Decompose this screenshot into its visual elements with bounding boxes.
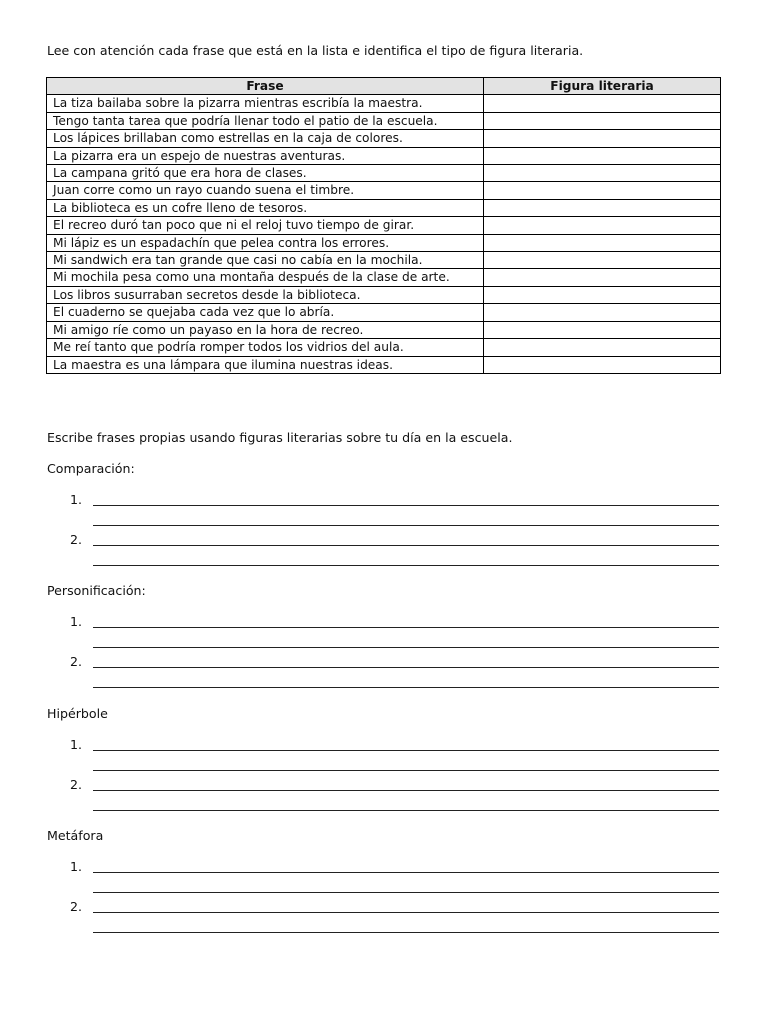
- figura-answer-cell[interactable]: [484, 130, 721, 147]
- answer-rule[interactable]: [93, 892, 719, 893]
- answer-line-item[interactable]: [0, 532, 768, 552]
- answer-line-continuation[interactable]: [0, 512, 768, 532]
- phrase-cell: Juan corre como un rayo cuando suena el timbre.: [47, 182, 484, 199]
- figura-answer-cell[interactable]: [484, 252, 721, 269]
- answer-line-item[interactable]: [0, 859, 768, 879]
- figura-answer-cell[interactable]: [484, 321, 721, 338]
- header-figura-literaria: Figura literaria: [484, 78, 721, 95]
- table-row: [47, 234, 721, 251]
- answer-line-continuation[interactable]: [0, 919, 768, 939]
- item-number: 2.: [69, 654, 82, 669]
- answer-line-item[interactable]: [0, 899, 768, 919]
- answer-line-item[interactable]: [0, 737, 768, 757]
- figura-answer-cell[interactable]: [484, 199, 721, 216]
- answer-line-continuation[interactable]: [0, 797, 768, 817]
- phrase-cell: El cuaderno se quejaba cada vez que lo abría.: [47, 304, 484, 321]
- figura-answer-cell[interactable]: [484, 217, 721, 234]
- item-number: 1.: [69, 859, 82, 874]
- phrase-cell: La biblioteca es un cofre lleno de tesoros.: [47, 199, 484, 216]
- figura-answer-cell[interactable]: [484, 269, 721, 286]
- phrase-cell: Los lápices brillaban como estrellas en la caja de colores.: [47, 130, 484, 147]
- phrase-cell: El recreo duró tan poco que ni el reloj tuvo tiempo de girar.: [47, 217, 484, 234]
- answer-rule[interactable]: [93, 667, 719, 668]
- figura-answer-cell[interactable]: [484, 339, 721, 356]
- answer-rule[interactable]: [93, 545, 719, 546]
- phrase-cell: Me reí tanto que podría romper todos los vidrios del aula.: [47, 339, 484, 356]
- figura-answer-cell[interactable]: [484, 182, 721, 199]
- header-frase: Frase: [47, 78, 484, 95]
- figura-answer-cell[interactable]: [484, 147, 721, 164]
- phrases-table: [46, 77, 721, 374]
- phrase-cell: La maestra es una lámpara que ilumina nuestras ideas.: [47, 356, 484, 373]
- answer-rule[interactable]: [93, 627, 719, 628]
- answer-rule[interactable]: [93, 750, 719, 751]
- figura-answer-cell[interactable]: [484, 165, 721, 182]
- table-row: [47, 217, 721, 234]
- answer-rule[interactable]: [93, 810, 719, 811]
- figura-answer-cell[interactable]: [484, 356, 721, 373]
- section-title-metafora: Metáfora: [47, 828, 104, 843]
- table-row: [47, 112, 721, 129]
- table-row: [47, 130, 721, 147]
- figura-answer-cell[interactable]: [484, 112, 721, 129]
- table-row: [47, 182, 721, 199]
- table-row: [47, 165, 721, 182]
- answer-line-continuation[interactable]: [0, 552, 768, 572]
- table-row: [47, 252, 721, 269]
- answer-rule[interactable]: [93, 647, 719, 648]
- phrase-cell: La tiza bailaba sobre la pizarra mientras escribía la maestra.: [47, 95, 484, 112]
- phrase-cell: La campana gritó que era hora de clases.: [47, 165, 484, 182]
- answer-rule[interactable]: [93, 872, 719, 873]
- item-number: 1.: [69, 492, 82, 507]
- answer-line-item[interactable]: [0, 777, 768, 797]
- answer-line-continuation[interactable]: [0, 757, 768, 777]
- answer-rule[interactable]: [93, 565, 719, 566]
- table-row: [47, 339, 721, 356]
- phrase-cell: Mi mochila pesa como una montaña después de la clase de arte.: [47, 269, 484, 286]
- answer-rule[interactable]: [93, 912, 719, 913]
- answer-line-continuation[interactable]: [0, 634, 768, 654]
- table-row: [47, 356, 721, 373]
- figura-answer-cell[interactable]: [484, 234, 721, 251]
- table-row: [47, 286, 721, 303]
- item-number: 2.: [69, 777, 82, 792]
- answer-line-item[interactable]: [0, 492, 768, 512]
- answer-rule[interactable]: [93, 525, 719, 526]
- answer-line-continuation[interactable]: [0, 674, 768, 694]
- table-row: [47, 147, 721, 164]
- section-title-comparacion: Comparación:: [47, 461, 135, 476]
- section-title-personificacion: Personificación:: [47, 583, 146, 598]
- figura-answer-cell[interactable]: [484, 95, 721, 112]
- item-number: 2.: [69, 532, 82, 547]
- figura-answer-cell[interactable]: [484, 304, 721, 321]
- answer-line-continuation[interactable]: [0, 879, 768, 899]
- table-row: [47, 269, 721, 286]
- phrase-cell: Mi amigo ríe como un payaso en la hora de recreo.: [47, 321, 484, 338]
- item-number: 1.: [69, 614, 82, 629]
- answer-line-item[interactable]: [0, 614, 768, 634]
- phrase-cell: Tengo tanta tarea que podría llenar todo el patio de la escuela.: [47, 112, 484, 129]
- answer-rule[interactable]: [93, 505, 719, 506]
- table-row: [47, 321, 721, 338]
- table-row: [47, 304, 721, 321]
- answer-rule[interactable]: [93, 790, 719, 791]
- phrase-cell: Mi lápiz es un espadachín que pelea contra los errores.: [47, 234, 484, 251]
- phrase-cell: La pizarra era un espejo de nuestras aventuras.: [47, 147, 484, 164]
- section-title-hiperbole: Hipérbole: [47, 706, 108, 721]
- item-number: 1.: [69, 737, 82, 752]
- item-number: 2.: [69, 899, 82, 914]
- table-row: [47, 199, 721, 216]
- writing-prompt: Escribe frases propias usando figuras literarias sobre tu día en la escuela.: [47, 430, 513, 445]
- phrase-cell: Mi sandwich era tan grande que casi no cabía en la mochila.: [47, 252, 484, 269]
- answer-rule[interactable]: [93, 770, 719, 771]
- table-header-row: [47, 78, 721, 95]
- phrase-cell: Los libros susurraban secretos desde la biblioteca.: [47, 286, 484, 303]
- figura-answer-cell[interactable]: [484, 286, 721, 303]
- answer-rule[interactable]: [93, 932, 719, 933]
- answer-line-item[interactable]: [0, 654, 768, 674]
- table-row: [47, 95, 721, 112]
- instruction-text: Lee con atención cada frase que está en la lista e identifica el tipo de figura literaria.: [47, 43, 584, 58]
- answer-rule[interactable]: [93, 687, 719, 688]
